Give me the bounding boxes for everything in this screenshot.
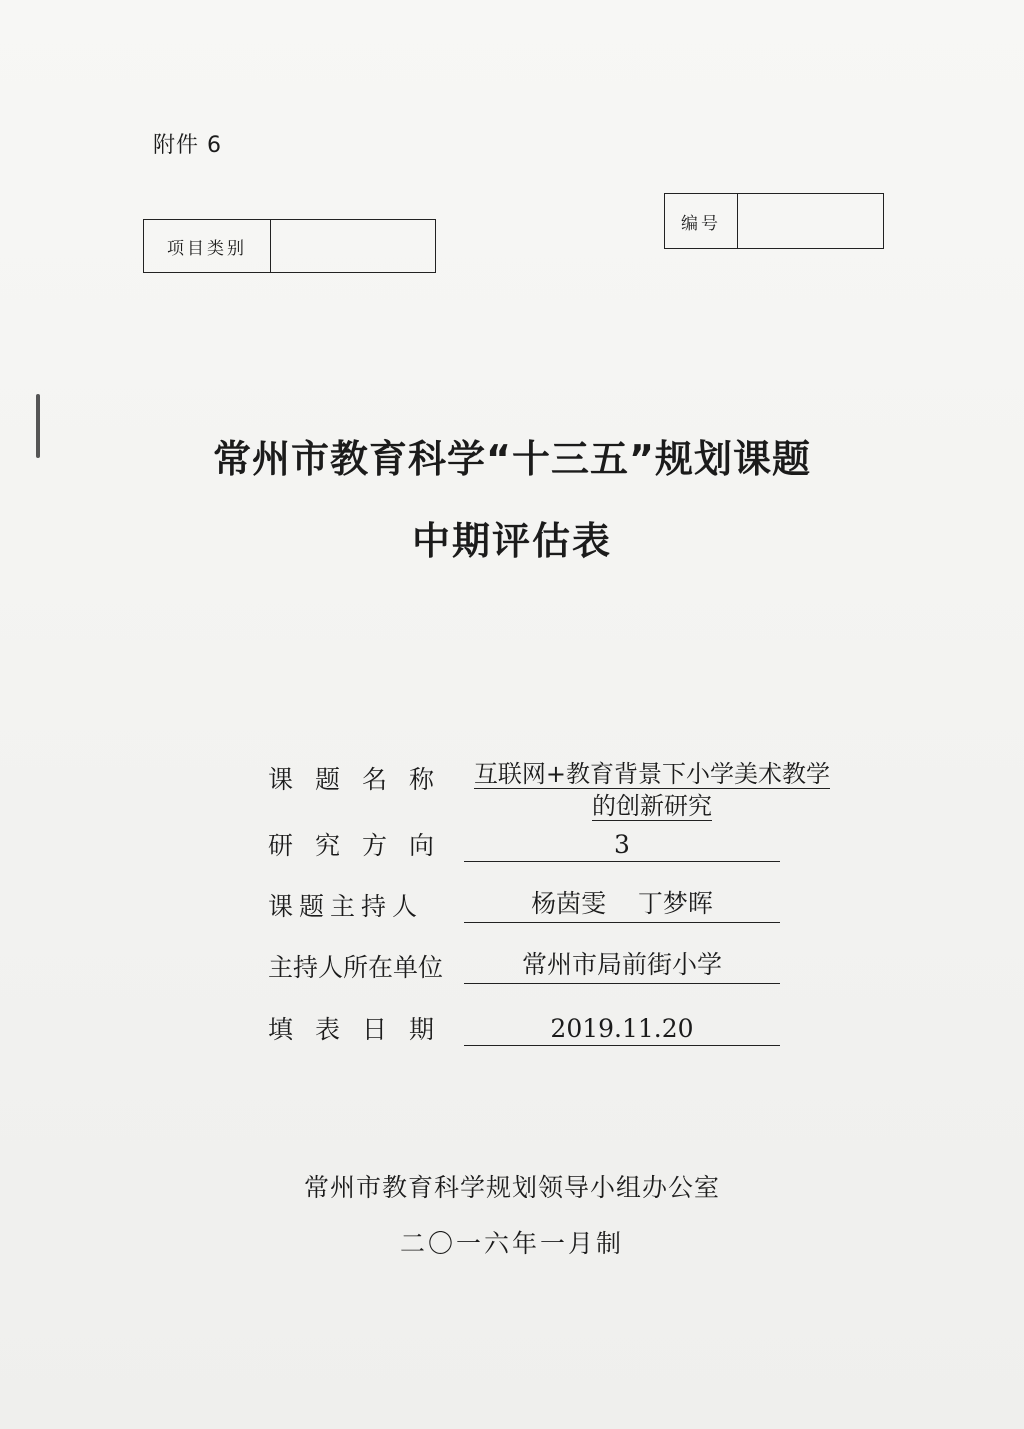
issuing-office: 常州市教育科学规划领导小组办公室 (303, 1173, 720, 1202)
date-row (268, 1010, 780, 1046)
serial-number-box (664, 193, 884, 249)
direction-row (268, 826, 780, 862)
date-value: 2019.11.20 (464, 1014, 780, 1046)
direction-label: 研究方向 (268, 831, 457, 860)
host-row (268, 884, 780, 923)
date-label: 填表日期 (268, 1015, 457, 1044)
topic-value (462, 758, 842, 822)
unit-row (268, 945, 780, 984)
topic-value-line1: 互联网+教育背景下小学美术教学 (473, 760, 831, 788)
project-category-label: 项目类别 (144, 220, 271, 272)
page-title: 常州市教育科学“十三五”规划课题 (213, 437, 811, 481)
direction-value: 3 (464, 830, 780, 862)
attachment-label: 附件 6 (153, 133, 222, 158)
project-category-box (143, 219, 436, 273)
serial-number-field[interactable] (738, 194, 883, 248)
issue-date: 二〇一六年一月制 (399, 1229, 624, 1258)
page-subtitle: 中期评估表 (411, 519, 612, 563)
project-category-field[interactable] (271, 220, 435, 272)
topic-label: 课题名称 (268, 765, 457, 794)
serial-number-label: 编号 (665, 194, 738, 248)
topic-row (268, 760, 456, 796)
host-label: 课题主持人 (268, 892, 424, 921)
topic-value-line2: 的创新研究 (592, 792, 712, 820)
unit-value: 常州市局前街小学 (464, 945, 780, 984)
host-value: 杨茵雯 丁梦晖 (464, 884, 780, 923)
unit-label: 主持人所在单位 (268, 953, 444, 982)
